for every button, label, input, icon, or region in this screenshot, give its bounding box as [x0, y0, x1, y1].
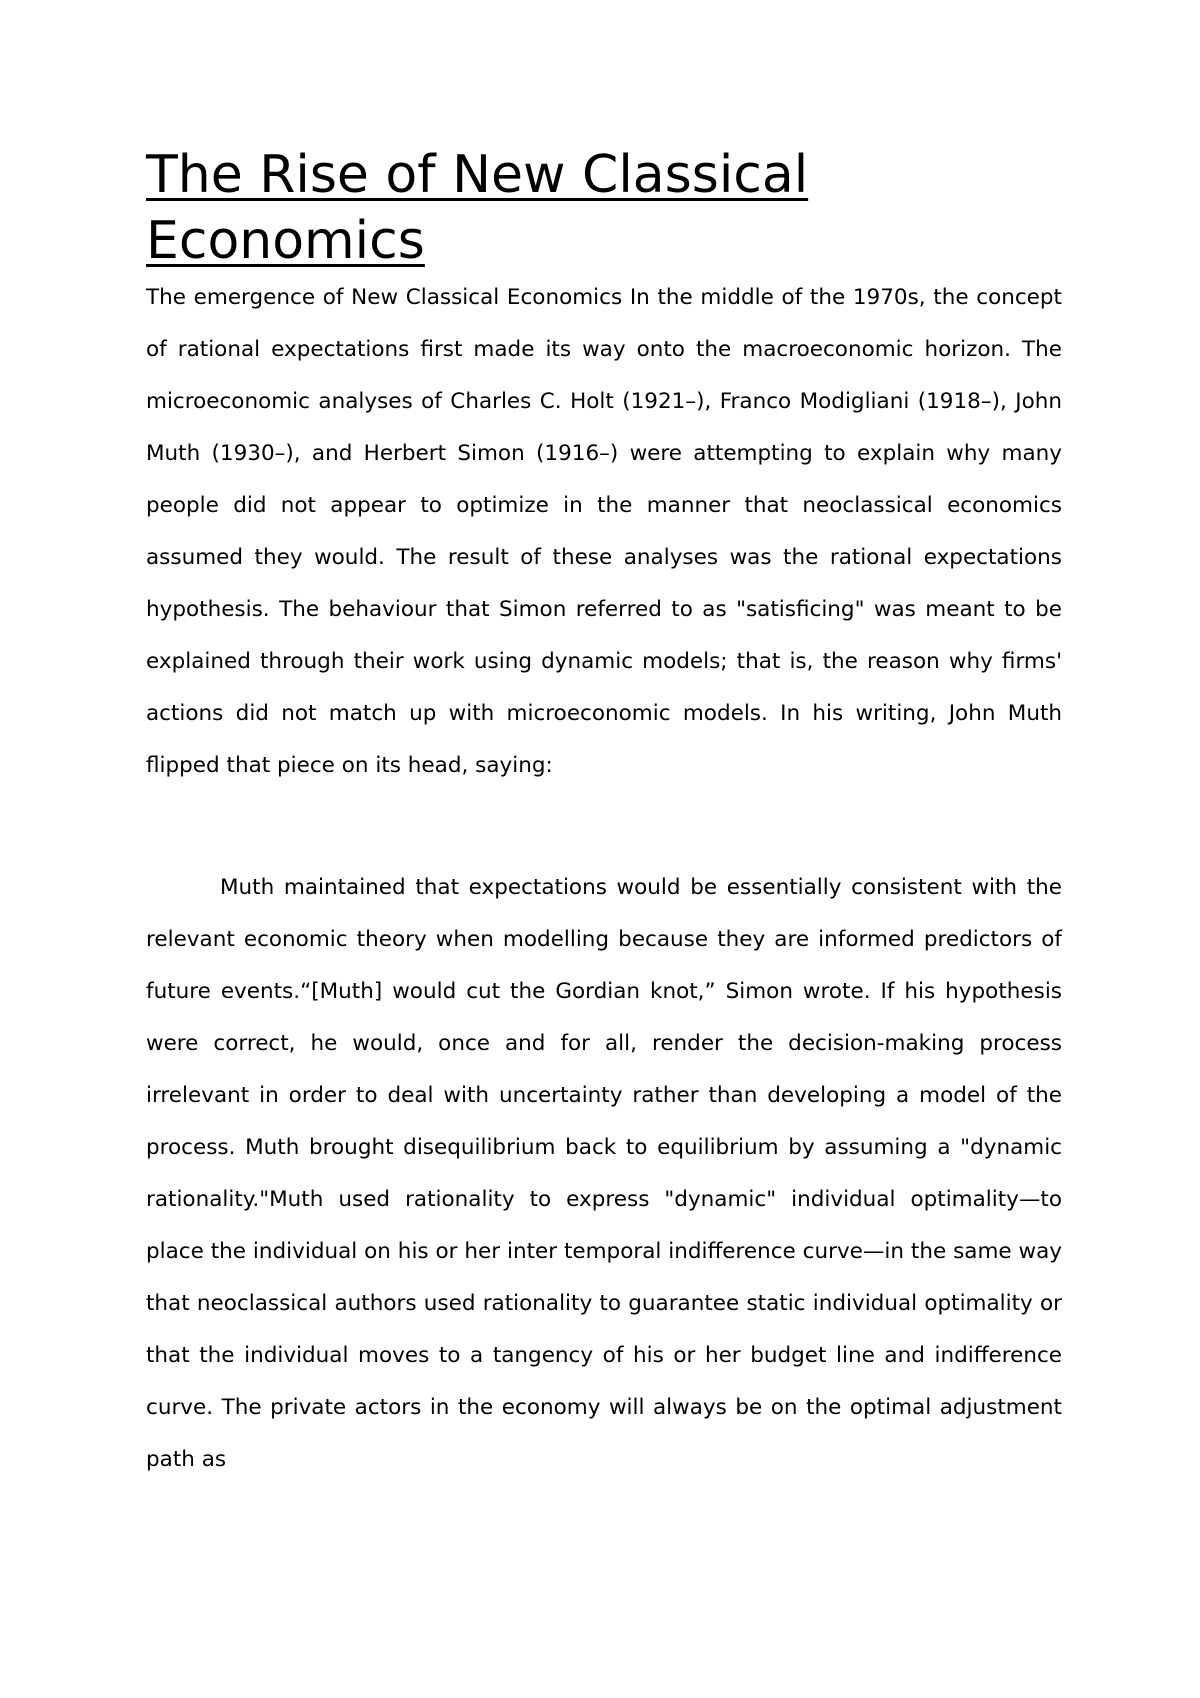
- document-title: The Rise of New Classical Economics: [146, 145, 809, 271]
- body-paragraph: Muth maintained that expectations would be essentially consistent with the relevant economic theory when modelling because they are informed predictors of future events.“[Muth] would cut the Gordian knot,” Simon wrote. If his hypothesis were correct, he would, once and for all, render the decision-making process irrelevant in order to deal with uncertainty rather than developing a model of the process. Muth brought disequilibrium back to equilibrium by assuming a "dynamic rationality."Muth used rationality to express "dynamic" individual optimality—to place the individual on his or her inter temporal indifference curve—in the same way that neoclassical authors used rationality to guarantee static individual optimality or that the individual moves to a tangency of his or her budget line and indifference curve. The private actors in the economy will always be on the optimal adjustment path as: [146, 875, 1062, 1472]
- body-paragraph: The emergence of New Classical Economics In the middle of the 1970s, the concept of rational expectations first made its way onto the macroeconomic horizon. The microeconomic analyses of Charles C. Holt (1921–), Franco Modigliani (1918–), John Muth (1930–), and Herbert Simon (1916–) were attempting to explain why many people did not appear to optimize in the manner that neoclassical economics assumed they would. The result of these analyses was the rational expectations hypothesis. The behaviour that Simon referred to as "satisficing" was meant to be explained through their work using dynamic models; that is, the reason why firms' actions did not match up with microeconomic models. In his writing, John Muth flipped that piece on its head, saying:: [146, 285, 1062, 778]
